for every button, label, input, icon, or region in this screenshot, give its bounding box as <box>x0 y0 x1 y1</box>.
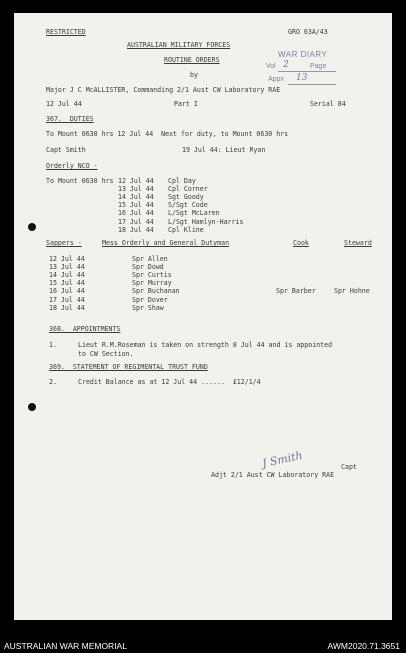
punch-hole-bottom <box>28 403 36 411</box>
sapper-row-date: 14 Jul 44 <box>49 271 85 280</box>
nco-row-name: Sgt Goody <box>168 193 204 202</box>
document-page <box>14 13 392 620</box>
duty-officer-line: To Mount 0630 hrs 12 Jul 44 Next for duty, to Mount 0630 hrs <box>46 130 289 138</box>
stamp-appx-value: 13 <box>296 73 308 83</box>
cook-label: Cook <box>293 239 309 247</box>
order-date: 12 Jul 44 <box>46 100 82 108</box>
stamp-title: WAR DIARY <box>278 50 328 59</box>
org-heading: AUSTRALIAN MILITARY FORCES <box>127 41 231 49</box>
sapper-row-name: Spr Dowd <box>132 263 164 272</box>
archive-reference: AWM2020.71.3651 <box>327 641 400 651</box>
sapper-row-steward: Spr Hohne <box>334 287 370 296</box>
nco-row-name: Cpl Day <box>168 177 196 185</box>
duty-officer-name: Capt Smith <box>46 146 86 154</box>
next-duty-officer: 19 Jul 44: Lieut Ryan <box>182 146 266 154</box>
appointment-number: 1. <box>49 341 57 349</box>
nco-row-date: 18 Jul 44 <box>118 225 154 234</box>
sapper-row-name: Spr Dover <box>132 295 168 304</box>
nco-row-name: Cpl Corner <box>168 185 208 194</box>
trust-fund-heading: 369. STATEMENT OF REGIMENTAL TRUST FUND <box>49 363 208 371</box>
stamp-vol-label: Vol <box>266 63 276 70</box>
sapper-row-cook: Spr Barber <box>276 287 316 296</box>
duties-heading: 367. DUTIES <box>46 115 94 123</box>
stamp-appx-label: Appx <box>268 76 284 83</box>
steward-label: Steward <box>344 239 372 247</box>
sapper-row-name: Spr Shaw <box>132 303 164 312</box>
sapper-row-name: Spr Curtis <box>132 271 172 280</box>
sapper-row-date: 13 Jul 44 <box>49 263 85 272</box>
by-label: by <box>190 71 198 79</box>
punch-hole-top <box>28 223 36 231</box>
serial-label: Serial 84 <box>310 100 346 108</box>
credit-balance-line: Credit Balance as at 12 Jul 44 ...... £12/1/4 <box>78 378 261 386</box>
trust-fund-number: 2. <box>49 378 57 386</box>
sapper-row-date: 12 Jul 44 <box>49 255 85 263</box>
nco-row-date: 17 Jul 44 <box>118 217 154 226</box>
nco-row-date: 14 Jul 44 <box>118 193 154 202</box>
sappers-label: Sappers - <box>46 239 82 247</box>
classification-mark: RESTRICTED <box>46 28 86 36</box>
nco-row-name: S/Sgt Code <box>168 201 208 210</box>
signatory-title: Adjt 2/1 Aust CW Laboratory RAE <box>211 471 335 479</box>
appointment-line-1: Lieut R.M.Roseman is taken on strength 8 Jul 44 and is appointed <box>78 341 333 349</box>
sapper-row-name: Spr Allen <box>132 255 168 263</box>
appointments-heading: 368. APPOINTMENTS <box>49 325 121 333</box>
stamp-page-label: Page <box>310 63 327 70</box>
sapper-row-date: 15 Jul 44 <box>49 279 85 288</box>
nco-row-name: L/Sgt McLaren <box>168 209 220 218</box>
sapper-row-date: 16 Jul 44 <box>49 287 85 296</box>
document-reference: GRO 63A/43 <box>288 28 328 36</box>
mess-orderly-label: Mess Orderly and General Dutyman <box>102 239 230 247</box>
nco-row-date: 13 Jul 44 <box>118 185 154 194</box>
appointment-line-2: to CW Section. <box>78 350 134 358</box>
signatory-rank: Capt <box>341 463 357 471</box>
sapper-row-date: 18 Jul 44 <box>49 303 85 312</box>
stamp-vol-value: 2 <box>283 60 289 70</box>
handwritten-signature: J Smith <box>260 448 304 471</box>
author-line: Major J C McALLISTER, Commanding 2/1 Aust CW Laboratory RAE <box>46 86 281 94</box>
orderly-nco-heading: Orderly NCO - <box>46 162 98 170</box>
nco-row-name: Cpl Kline <box>168 225 204 234</box>
nco-row-date: 16 Jul 44 <box>118 209 154 218</box>
sapper-row-date: 17 Jul 44 <box>49 295 85 304</box>
archive-name: AUSTRALIAN WAR MEMORIAL <box>4 641 127 651</box>
sapper-row-name: Spr Buchanan <box>132 287 180 296</box>
document-title: ROUTINE ORDERS <box>164 56 220 64</box>
part-label: Part I <box>174 100 198 108</box>
nco-row-date: 12 Jul 44 <box>118 177 154 185</box>
nco-row-name: L/Sgt Hamlyn-Harris <box>168 217 244 226</box>
sapper-row-name: Spr Murray <box>132 279 172 288</box>
nco-row-date: 15 Jul 44 <box>118 201 154 210</box>
nco-mount-prefix: To Mount 0630 hrs <box>46 177 114 185</box>
archive-footer <box>0 640 406 653</box>
